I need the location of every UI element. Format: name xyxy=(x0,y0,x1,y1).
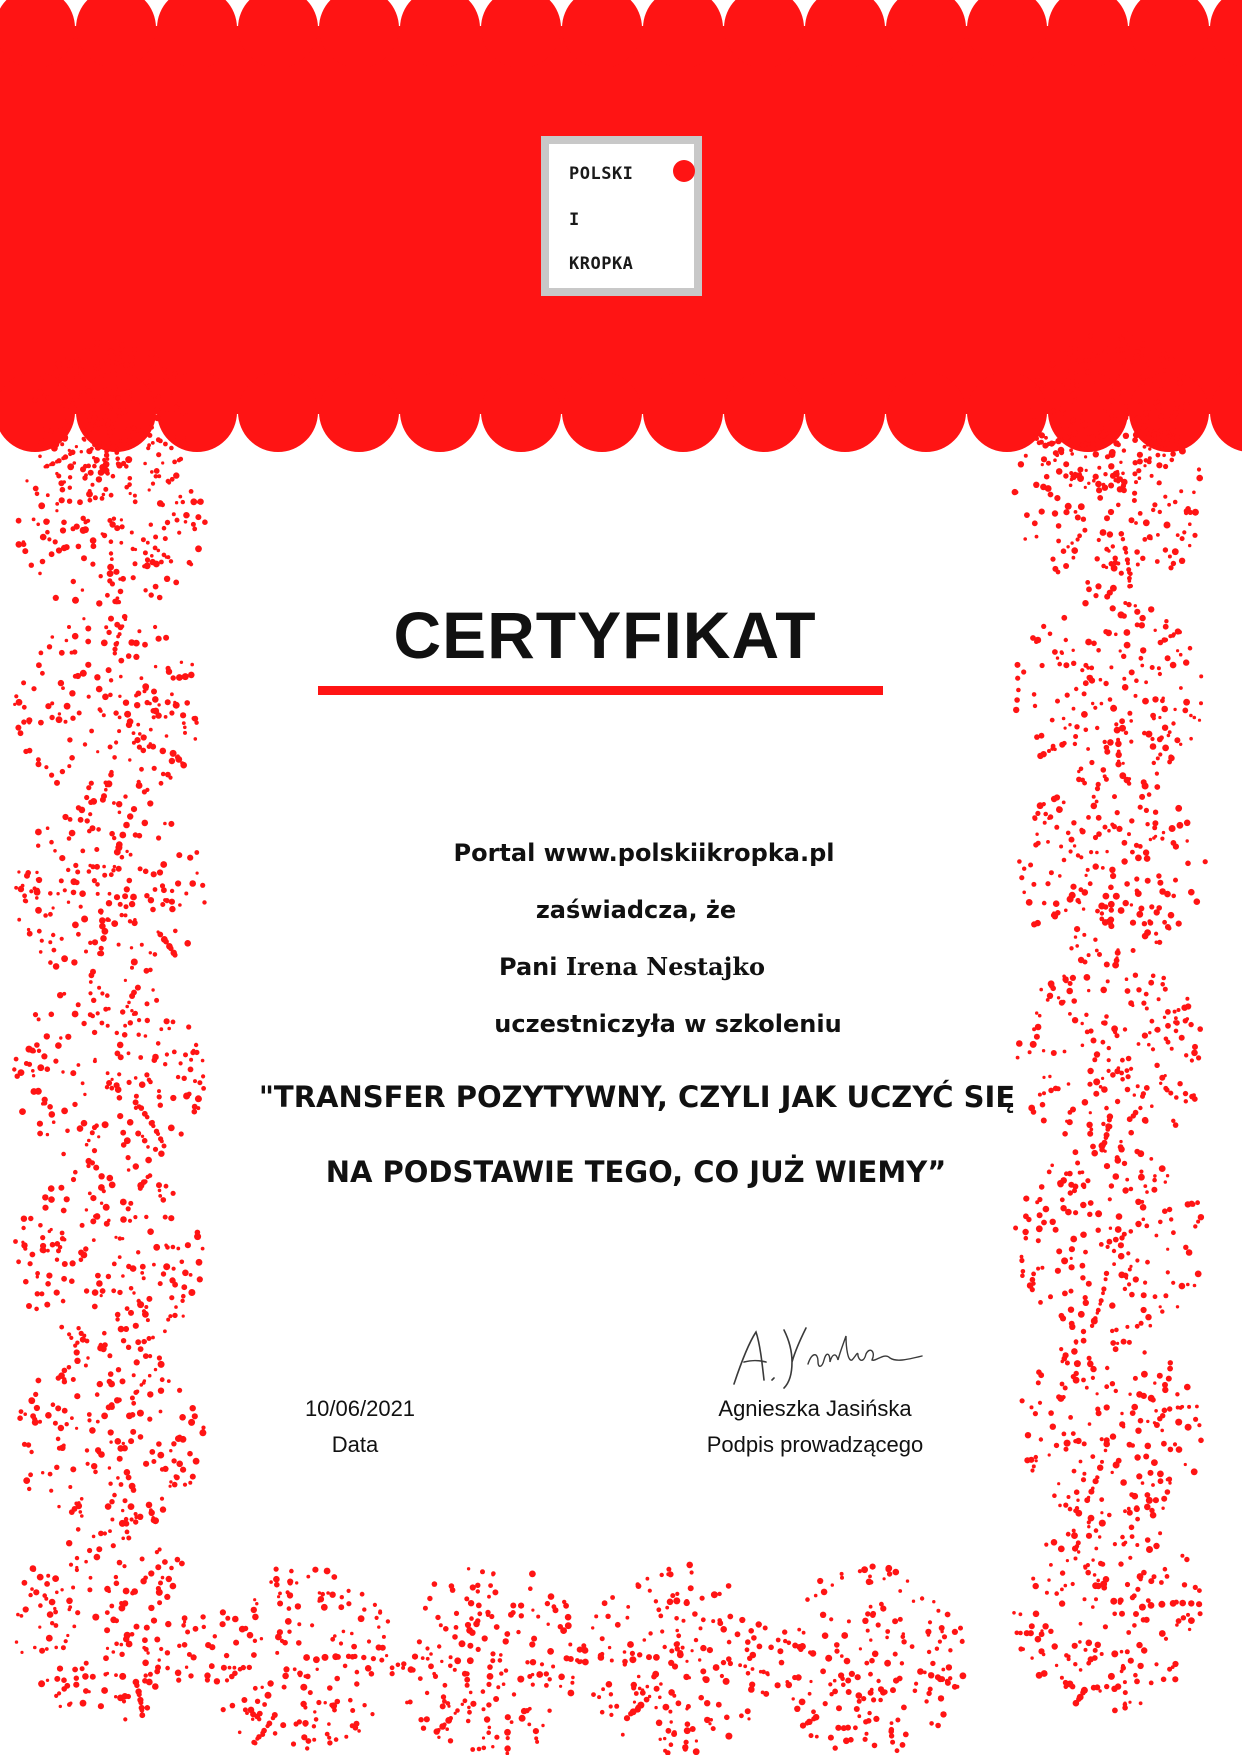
participant-name: Irena Nestajko xyxy=(565,952,765,981)
certifies-line: zaświadcza, że xyxy=(535,896,737,924)
handwritten-signature xyxy=(726,1322,926,1390)
logo-text-i: I xyxy=(569,210,580,230)
dotted-circle-pattern xyxy=(12,331,1208,1755)
certificate-title: CERTYFIKAT xyxy=(393,598,817,672)
date-value: 10/06/2021 xyxy=(304,1396,416,1421)
participated-line: uczestniczyła w szkoleniu xyxy=(494,1010,842,1038)
signer-name: Agnieszka Jasińska xyxy=(718,1396,912,1421)
title-underline xyxy=(318,686,883,695)
course-title-line-1: "TRANSFER POZYTYWNY, CZYLI JAK UCZYĆ SIĘ xyxy=(258,1080,1016,1114)
date-label: Data xyxy=(331,1432,379,1457)
logo-panel xyxy=(549,144,694,288)
logo-text-polski: POLSKI xyxy=(569,164,634,184)
signer-label: Podpis prowadzącego xyxy=(706,1432,924,1457)
logo xyxy=(541,136,702,296)
portal-line: Portal www.polskiikropka.pl xyxy=(453,839,835,867)
participant-line xyxy=(0,952,1242,981)
logo-red-dot-icon xyxy=(673,160,695,182)
course-title-line-2: NA PODSTAWIE TEGO, CO JUŻ WIEMY” xyxy=(325,1155,947,1189)
participant-title-prefix: Pani xyxy=(499,953,558,981)
logo-text-kropka: KROPKA xyxy=(569,254,634,274)
